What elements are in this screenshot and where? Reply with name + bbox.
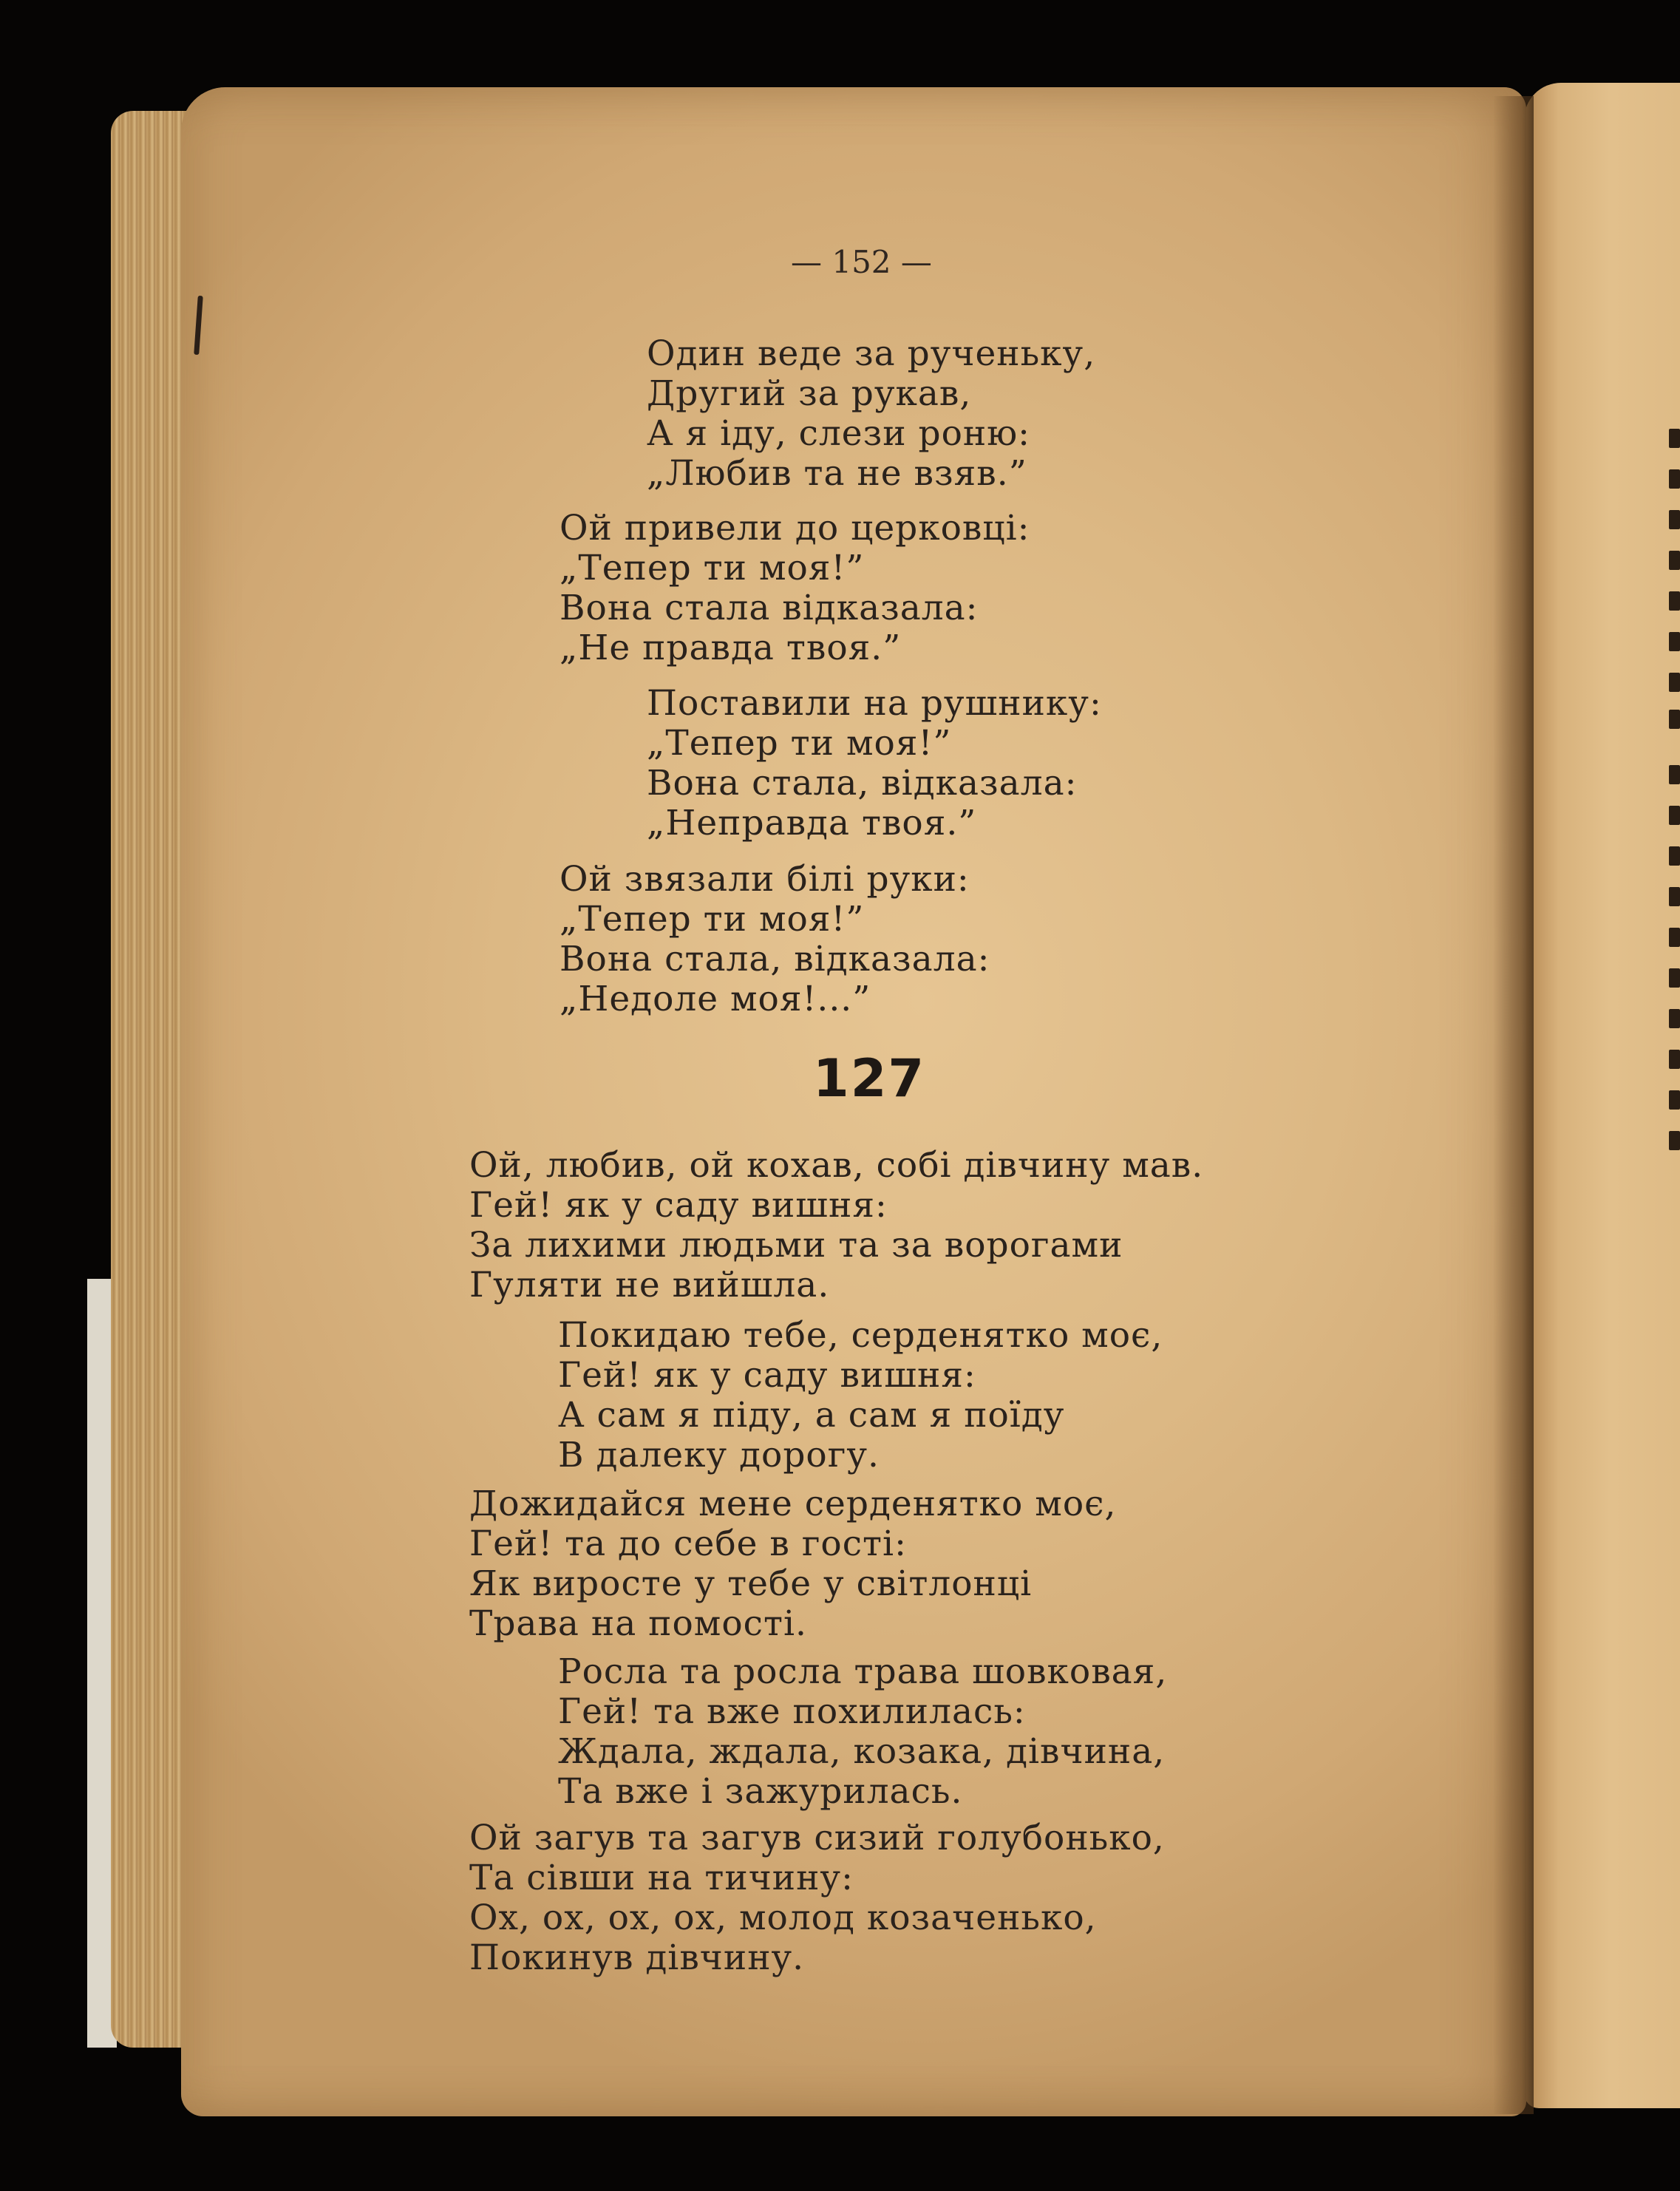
facing-page-mark	[1669, 510, 1680, 529]
verse-line: Вона стала, відказала:	[647, 763, 1078, 804]
verse-line: Як виросте у тебе у світлонці	[469, 1563, 1033, 1604]
facing-page-mark	[1669, 968, 1680, 988]
facing-page-mark	[1669, 1009, 1680, 1028]
verse-line: „Любив та не взяв.”	[647, 453, 1027, 494]
facing-page-mark	[1669, 1131, 1680, 1150]
verse-line: Поставили на рушнику:	[647, 683, 1102, 724]
stanza	[469, 1818, 1165, 1978]
stanza	[647, 334, 1095, 494]
facing-page-mark	[1669, 429, 1680, 448]
facing-page-mark	[1669, 710, 1680, 729]
verse-line: Та вже і зажурилась.	[558, 1771, 963, 1812]
facing-page-mark	[1669, 765, 1680, 784]
verse-line: Ой, любив, ой кохав, собі дівчину мав.	[469, 1145, 1204, 1186]
facing-page-mark	[1669, 1050, 1680, 1069]
facing-page-mark	[1669, 673, 1680, 692]
verse-line: А я іду, слези роню:	[647, 413, 1030, 454]
verse-line: Гей! та вже похилилась:	[558, 1691, 1026, 1732]
verse-line: А сам я піду, а сам я поїду	[558, 1395, 1065, 1436]
facing-page-mark	[1669, 551, 1680, 570]
verse-line: Ой привели до церковці:	[560, 508, 1030, 548]
facing-page-mark	[1669, 1090, 1680, 1110]
book-gutter	[1493, 96, 1534, 2114]
verse-line: Росла та росла трава шовковая,	[558, 1651, 1168, 1692]
verse-line: Один веде за рученьку,	[647, 333, 1096, 374]
facing-page	[1524, 83, 1680, 2108]
verse-line: Вона стала, відказала:	[560, 939, 990, 979]
verse-line: Ждала, ждала, козака, дівчина,	[558, 1731, 1166, 1772]
verse-line: Другий за рукав,	[647, 373, 972, 414]
facing-page-mark	[1669, 632, 1680, 651]
verse-line: Трава на помості.	[469, 1603, 807, 1644]
verse-line: „Неправда твоя.”	[647, 803, 977, 843]
verse-line: Ох, ох, ох, ох, молод козаченько,	[469, 1898, 1097, 1938]
verse-line: Ой звязали білі руки:	[560, 859, 970, 900]
verse-line: „Недоле моя!...”	[560, 979, 871, 1019]
verse-line: Гей! як у саду вишня:	[558, 1355, 976, 1396]
verse-line: В далеку дорогу.	[558, 1435, 880, 1475]
stanza	[558, 1652, 1167, 1812]
stanza	[560, 860, 990, 1019]
verse-line: Гуляти не вийшла.	[469, 1265, 830, 1305]
verse-line: Гей! та до себе в гості:	[469, 1523, 907, 1564]
verse-line: „Не правда твоя.”	[560, 628, 902, 668]
facing-page-mark	[1669, 591, 1680, 611]
stanza	[647, 684, 1102, 843]
verse-line: „Тепер ти моя!”	[560, 548, 865, 588]
verse-line: Гей! як у саду вишня:	[469, 1185, 888, 1226]
verse-line: Дожидайся мене серденятко моє,	[469, 1484, 1117, 1524]
verse-line: За лихими людьми та за ворогами	[469, 1225, 1123, 1266]
verse-line: Вона стала відказала:	[560, 588, 979, 628]
song-number: 127	[813, 1048, 926, 1109]
facing-page-mark	[1669, 846, 1680, 866]
stanza	[469, 1146, 1203, 1305]
verse-line: „Тепер ти моя!”	[647, 723, 952, 764]
facing-page-mark	[1669, 887, 1680, 906]
verse-line: „Тепер ти моя!”	[560, 899, 865, 940]
verse-line: Покидаю тебе, серденятко моє,	[558, 1315, 1163, 1356]
stanza	[469, 1484, 1116, 1644]
facing-page-mark	[1669, 806, 1680, 825]
verse-line: Та сівши на тичину:	[469, 1858, 854, 1898]
facing-page-mark	[1669, 469, 1680, 489]
verse-line: Покинув дівчину.	[469, 1937, 805, 1978]
stanza	[558, 1316, 1163, 1475]
page-number: — 152 —	[791, 244, 932, 280]
verse-line: Ой загув та загув сизий голубонько,	[469, 1818, 1165, 1858]
stanza	[560, 509, 1030, 668]
facing-page-mark	[1669, 928, 1680, 947]
